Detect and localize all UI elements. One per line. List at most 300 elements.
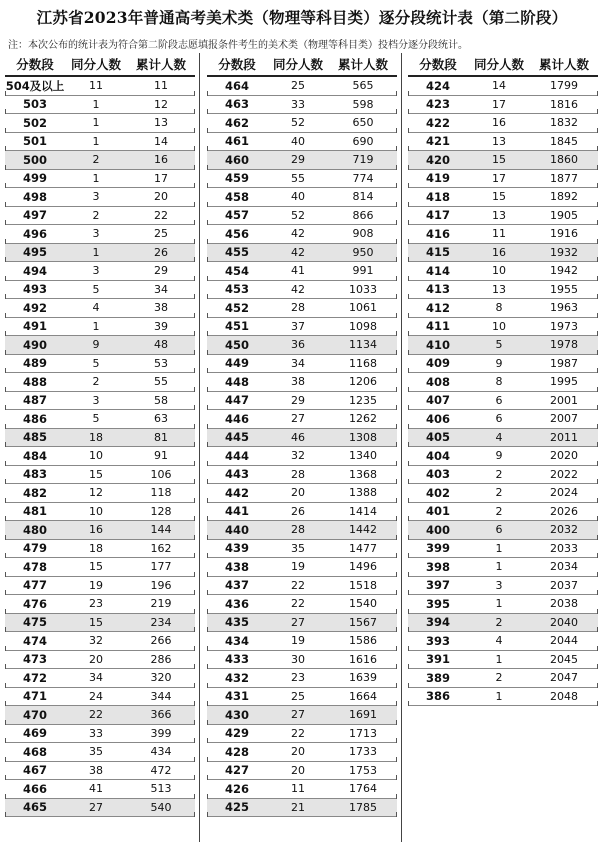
cumulative-count-cell: 39 [154,319,168,333]
cumulative-count-cell: 1098 [349,319,377,333]
score-cell: 433 [224,652,249,667]
table-row [207,799,397,818]
cumulative-count-cell: 1134 [349,338,377,352]
cumulative-count-cell: 1995 [550,375,578,389]
score-cell: 415 [425,245,450,260]
same-score-count-cell: 16 [89,523,103,537]
table-row [5,558,195,577]
table-row [408,133,598,152]
cumulative-count-cell: 1713 [349,726,377,740]
score-cell: 402 [425,485,450,500]
same-score-count-cell: 10 [89,449,103,463]
table-row [207,114,397,133]
cumulative-count-cell: 1340 [349,449,377,463]
cumulative-count-cell: 14 [154,134,168,148]
table-row [5,503,195,522]
table-row [207,373,397,392]
table-row [408,484,598,503]
cumulative-count-cell: 55 [154,375,168,389]
score-cell: 481 [22,504,47,519]
score-cell: 438 [224,559,249,574]
cumulative-count-cell: 2022 [550,467,578,481]
same-score-count-cell: 18 [89,430,103,444]
same-score-count-cell: 5 [92,356,100,370]
same-score-count-cell: 22 [291,597,305,611]
score-cell: 475 [22,615,47,630]
score-cell: 439 [224,541,249,556]
cumulative-count-cell: 29 [154,264,168,278]
same-score-count-cell: 1 [495,597,503,611]
same-score-count-cell: 2 [495,671,503,685]
cumulative-count-cell: 1586 [349,634,377,648]
same-score-count-cell: 11 [89,79,103,93]
same-score-count-cell: 33 [89,726,103,740]
header-cell: 累计人数 [135,57,186,72]
same-score-count-cell: 20 [291,745,305,759]
cumulative-count-cell: 650 [352,116,374,130]
same-score-count-cell: 18 [89,541,103,555]
table-header [408,53,598,77]
same-score-count-cell: 11 [291,782,305,796]
score-cell: 504及以上 [5,78,65,93]
table-row [408,355,598,374]
same-score-count-cell: 28 [291,467,305,481]
cumulative-count-cell: 2007 [550,412,578,426]
same-score-count-cell: 9 [495,449,503,463]
same-score-count-cell: 4 [495,634,503,648]
table-row [207,336,397,355]
table-row [5,410,195,429]
table-row [5,725,195,744]
same-score-count-cell: 27 [291,615,305,629]
score-cell: 428 [224,744,249,759]
score-cell: 496 [22,226,47,241]
cumulative-count-cell: 1753 [349,763,377,777]
cumulative-count-cell: 1061 [349,301,377,315]
score-cell: 483 [22,467,47,482]
same-score-count-cell: 20 [291,486,305,500]
table-row [5,614,195,633]
cumulative-count-cell: 690 [352,134,374,148]
same-score-count-cell: 15 [492,190,506,204]
score-cell: 456 [224,226,249,241]
table-row [408,262,598,281]
table-row [5,743,195,762]
table-row [5,355,195,374]
table-row [207,540,397,559]
table-row [5,577,195,596]
cumulative-count-cell: 1733 [349,745,377,759]
score-cell: 486 [22,411,47,426]
cumulative-count-cell: 1932 [550,245,578,259]
cumulative-count-cell: 908 [352,227,374,241]
cumulative-count-cell: 344 [150,689,172,703]
cumulative-count-cell: 1785 [349,800,377,814]
same-score-count-cell: 25 [291,689,305,703]
score-cell: 420 [425,152,450,167]
table-row [408,521,598,540]
table-row [408,336,598,355]
header-cell: 同分人数 [70,57,121,72]
score-cell: 501 [22,134,47,149]
score-cell: 429 [224,726,249,741]
table-row [207,503,397,522]
cumulative-count-cell: 1540 [349,597,377,611]
score-cell: 411 [425,319,450,334]
same-score-count-cell: 32 [89,634,103,648]
same-score-count-cell: 38 [291,375,305,389]
same-score-count-cell: 2 [92,208,100,222]
cumulative-count-cell: 144 [150,523,172,537]
table-row [5,188,195,207]
same-score-count-cell: 1 [92,245,100,259]
score-cell: 498 [22,189,47,204]
cumulative-count-cell: 1764 [349,782,377,796]
cumulative-count-cell: 1816 [550,97,578,111]
table-row [207,188,397,207]
same-score-count-cell: 22 [89,708,103,722]
cumulative-count-cell: 2044 [550,634,578,648]
same-score-count-cell: 42 [291,282,305,296]
table-row [408,558,598,577]
score-cell: 463 [224,97,249,112]
table-row [207,595,397,614]
score-cell: 452 [224,300,249,315]
header-cell: 同分人数 [272,57,323,72]
table-row [207,484,397,503]
cumulative-count-cell: 1905 [550,208,578,222]
cumulative-count-cell: 196 [150,578,172,592]
table-row [207,225,397,244]
score-cell: 502 [22,115,47,130]
table-row [408,595,598,614]
cumulative-count-cell: 91 [154,449,168,463]
same-score-count-cell: 2 [495,467,503,481]
table-column-2 [207,53,397,817]
score-cell: 461 [224,134,249,149]
table-row [5,762,195,781]
score-cell: 394 [425,615,450,630]
table-row [408,503,598,522]
cumulative-count-cell: 2024 [550,486,578,500]
score-cell: 410 [425,337,450,352]
cumulative-count-cell: 320 [150,671,172,685]
table-row [207,743,397,762]
score-cell: 493 [22,282,47,297]
table-row [408,151,598,170]
cumulative-count-cell: 20 [154,190,168,204]
score-cell: 499 [22,171,47,186]
score-cell: 437 [224,578,249,593]
cumulative-count-cell: 2026 [550,504,578,518]
same-score-count-cell: 27 [291,708,305,722]
same-score-count-cell: 1 [495,541,503,555]
table-header [5,53,195,77]
same-score-count-cell: 13 [492,282,506,296]
same-score-count-cell: 40 [291,134,305,148]
table-row [408,170,598,189]
score-cell: 395 [425,596,450,611]
table-row [207,207,397,226]
score-cell: 497 [22,208,47,223]
table-row [408,429,598,448]
table-row [207,466,397,485]
table-row [5,521,195,540]
score-cell: 465 [22,800,47,815]
cumulative-count-cell: 58 [154,393,168,407]
table-row [5,151,195,170]
same-score-count-cell: 28 [291,523,305,537]
table-row [207,77,397,96]
score-cell: 474 [22,633,47,648]
table-row [5,373,195,392]
same-score-count-cell: 17 [492,97,506,111]
cumulative-count-cell: 17 [154,171,168,185]
score-cell: 482 [22,485,47,500]
score-cell: 470 [22,707,47,722]
cumulative-count-cell: 1616 [349,652,377,666]
cumulative-count-cell: 1942 [550,264,578,278]
table-row [207,410,397,429]
cumulative-count-cell: 38 [154,301,168,315]
table-row [408,447,598,466]
score-cell: 453 [224,282,249,297]
column-divider [199,53,200,842]
same-score-count-cell: 9 [495,356,503,370]
table-row [207,447,397,466]
cumulative-count-cell: 22 [154,208,168,222]
score-cell: 398 [425,559,450,574]
cumulative-count-cell: 16 [154,153,168,167]
same-score-count-cell: 5 [92,282,100,296]
same-score-count-cell: 1 [495,652,503,666]
table-row [408,96,598,115]
score-cell: 425 [224,800,249,815]
table-row [207,706,397,725]
score-cell: 407 [425,393,450,408]
table-row [5,540,195,559]
score-cell: 399 [425,541,450,556]
score-cell: 448 [224,374,249,389]
same-score-count-cell: 8 [495,301,503,315]
cumulative-count-cell: 2045 [550,652,578,666]
same-score-count-cell: 4 [495,430,503,444]
same-score-count-cell: 24 [89,689,103,703]
table-row [408,632,598,651]
table-row [207,429,397,448]
same-score-count-cell: 36 [291,338,305,352]
table-row [5,669,195,688]
score-cell: 491 [22,319,47,334]
same-score-count-cell: 15 [89,467,103,481]
score-cell: 484 [22,448,47,463]
same-score-count-cell: 34 [291,356,305,370]
table-row [5,632,195,651]
score-cell: 476 [22,596,47,611]
table-row [5,207,195,226]
score-cell: 454 [224,263,249,278]
header-cell: 同分人数 [473,57,524,72]
cumulative-count-cell: 81 [154,430,168,444]
same-score-count-cell: 35 [291,541,305,555]
table-row [5,318,195,337]
score-cell: 460 [224,152,249,167]
same-score-count-cell: 11 [492,227,506,241]
score-cell: 462 [224,115,249,130]
score-cell: 480 [22,522,47,537]
cumulative-count-cell: 1206 [349,375,377,389]
same-score-count-cell: 3 [92,393,100,407]
table-row [5,77,195,96]
cumulative-count-cell: 1477 [349,541,377,555]
score-cell: 457 [224,208,249,223]
cumulative-count-cell: 25 [154,227,168,241]
table-row [207,762,397,781]
cumulative-count-cell: 1799 [550,79,578,93]
same-score-count-cell: 12 [89,486,103,500]
score-cell: 443 [224,467,249,482]
same-score-count-cell: 3 [92,264,100,278]
table-row [5,281,195,300]
cumulative-count-cell: 53 [154,356,168,370]
score-cell: 469 [22,726,47,741]
cumulative-count-cell: 34 [154,282,168,296]
table-row [207,651,397,670]
same-score-count-cell: 16 [492,245,506,259]
score-cell: 386 [425,689,450,704]
same-score-count-cell: 25 [291,79,305,93]
same-score-count-cell: 27 [89,800,103,814]
score-cell: 445 [224,430,249,445]
same-score-count-cell: 33 [291,97,305,111]
cumulative-count-cell: 1978 [550,338,578,352]
score-cell: 389 [425,670,450,685]
table-row [5,244,195,263]
same-score-count-cell: 1 [92,97,100,111]
same-score-count-cell: 52 [291,208,305,222]
same-score-count-cell: 3 [495,578,503,592]
table-row [5,262,195,281]
same-score-count-cell: 14 [492,79,506,93]
table-row [207,632,397,651]
same-score-count-cell: 10 [492,264,506,278]
same-score-count-cell: 20 [291,763,305,777]
table-row [207,281,397,300]
same-score-count-cell: 2 [495,504,503,518]
same-score-count-cell: 1 [92,319,100,333]
cumulative-count-cell: 2020 [550,449,578,463]
score-cell: 427 [224,763,249,778]
same-score-count-cell: 52 [291,116,305,130]
score-cell: 494 [22,263,47,278]
score-cell: 444 [224,448,249,463]
score-cell: 436 [224,596,249,611]
cumulative-count-cell: 472 [150,763,172,777]
same-score-count-cell: 1 [92,116,100,130]
same-score-count-cell: 3 [92,227,100,241]
score-cell: 426 [224,781,249,796]
cumulative-count-cell: 266 [150,634,172,648]
cumulative-count-cell: 177 [150,560,172,574]
cumulative-count-cell: 219 [150,597,172,611]
score-cell: 418 [425,189,450,204]
score-cell: 503 [22,97,47,112]
table-row [207,299,397,318]
score-cell: 412 [425,300,450,315]
same-score-count-cell: 1 [92,134,100,148]
table-row [5,706,195,725]
same-score-count-cell: 6 [495,393,503,407]
cumulative-count-cell: 1860 [550,153,578,167]
table-row [207,669,397,688]
cumulative-count-cell: 2047 [550,671,578,685]
cumulative-count-cell: 950 [352,245,374,259]
score-cell: 401 [425,504,450,519]
cumulative-count-cell: 1308 [349,430,377,444]
score-cell: 459 [224,171,249,186]
same-score-count-cell: 1 [92,171,100,185]
cumulative-count-cell: 1832 [550,116,578,130]
score-cell: 391 [425,652,450,667]
table-row [408,392,598,411]
table-row [5,466,195,485]
cumulative-count-cell: 1414 [349,504,377,518]
same-score-count-cell: 40 [291,190,305,204]
column-divider [401,53,402,842]
score-cell: 431 [224,689,249,704]
score-cell: 406 [425,411,450,426]
same-score-count-cell: 13 [492,134,506,148]
table-row [207,725,397,744]
score-cell: 467 [22,763,47,778]
cumulative-count-cell: 1639 [349,671,377,685]
score-cell: 424 [425,78,450,93]
cumulative-count-cell: 1518 [349,578,377,592]
table-row [5,651,195,670]
table-column-1 [5,53,195,817]
score-cell: 404 [425,448,450,463]
same-score-count-cell: 22 [291,726,305,740]
score-cell: 400 [425,522,450,537]
header-cell: 分数段 [218,57,256,72]
header-cell: 累计人数 [538,57,589,72]
same-score-count-cell: 41 [89,782,103,796]
same-score-count-cell: 1 [495,689,503,703]
same-score-count-cell: 23 [89,597,103,611]
same-score-count-cell: 5 [495,338,503,352]
same-score-count-cell: 15 [89,615,103,629]
cumulative-count-cell: 106 [150,467,172,481]
same-score-count-cell: 2 [92,375,100,389]
table-row [207,355,397,374]
same-score-count-cell: 6 [495,523,503,537]
same-score-count-cell: 55 [291,171,305,185]
same-score-count-cell: 17 [492,171,506,185]
header-cell: 累计人数 [337,57,388,72]
cumulative-count-cell: 1442 [349,523,377,537]
score-cell: 468 [22,744,47,759]
cumulative-count-cell: 2038 [550,597,578,611]
score-cell: 413 [425,282,450,297]
same-score-count-cell: 2 [92,153,100,167]
same-score-count-cell: 15 [89,560,103,574]
cumulative-count-cell: 2001 [550,393,578,407]
cumulative-count-cell: 1963 [550,301,578,315]
cumulative-count-cell: 1955 [550,282,578,296]
table-row [207,133,397,152]
same-score-count-cell: 42 [291,245,305,259]
cumulative-count-cell: 866 [352,208,374,222]
